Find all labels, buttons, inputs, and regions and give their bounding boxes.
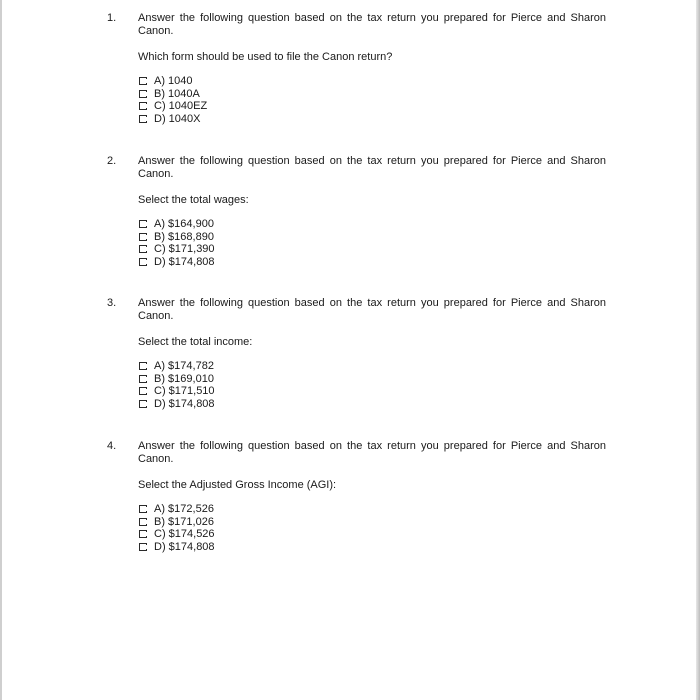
option-label: D) $174,808 [154,397,215,410]
question-number: 2. [107,155,117,167]
page-edge-left [0,0,2,700]
option-label: C) 1040EZ [154,100,208,113]
checkbox-icon[interactable] [139,90,147,98]
checkbox-icon[interactable] [139,400,147,408]
answer-option-d[interactable] [138,256,215,269]
question-number: 3. [107,297,117,309]
checkbox-icon[interactable] [139,518,147,526]
checkbox-icon[interactable] [139,115,147,123]
question-prompt: Select the total wages: [138,194,249,206]
answer-option-a[interactable] [138,218,215,231]
answer-options [138,503,215,553]
answer-option-c[interactable] [138,528,215,541]
option-label: D) 1040X [154,112,201,125]
checkbox-icon[interactable] [139,505,147,513]
question-text: Answer the following question based on the tax return you prepared for Pierce and Sharon Canon. [138,155,606,180]
checkbox-icon[interactable] [139,258,147,266]
question-text: Answer the following question based on the tax return you prepared for Pierce and Sharon Canon. [138,12,606,37]
answer-option-a[interactable] [138,75,207,88]
checkbox-icon[interactable] [139,543,147,551]
option-label: D) $174,808 [154,540,215,553]
answer-option-b[interactable] [138,516,215,529]
answer-options [138,218,215,268]
checkbox-icon[interactable] [139,102,147,110]
option-label: A) $164,900 [154,218,214,231]
answer-option-c[interactable] [138,243,215,256]
checkbox-icon[interactable] [139,77,147,85]
checkbox-icon[interactable] [139,387,147,395]
question-prompt: Select the Adjusted Gross Income (AGI): [138,479,337,491]
question-prompt: Which form should be used to file the Canon return? [138,51,393,63]
question-text: Answer the following question based on the tax return you prepared for Pierce and Sharon Canon. [138,297,606,322]
answer-option-d[interactable] [138,113,207,126]
page-edge-right [696,0,700,700]
option-label: D) $174,808 [154,255,215,268]
option-label: A) $174,782 [154,360,214,373]
option-label: B) $171,026 [154,515,214,528]
question-prompt: Select the total income: [138,336,253,348]
answer-option-c[interactable] [138,385,215,398]
answer-option-a[interactable] [138,503,215,516]
checkbox-icon[interactable] [139,375,147,383]
answer-option-b[interactable] [138,373,215,386]
option-label: B) $169,010 [154,372,214,385]
checkbox-icon[interactable] [139,245,147,253]
question-text: Answer the following question based on the tax return you prepared for Pierce and Sharon Canon. [138,440,606,465]
question-number: 4. [107,440,117,452]
option-label: A) $172,526 [154,503,214,516]
answer-options [138,75,207,125]
option-label: C) $171,510 [154,385,215,398]
answer-options [138,360,215,410]
option-label: B) 1040A [154,87,200,100]
answer-option-c[interactable] [138,100,207,113]
option-label: B) $168,890 [154,230,214,243]
option-label: C) $171,390 [154,243,215,256]
option-label: A) 1040 [154,75,193,88]
option-label: C) $174,526 [154,528,215,541]
answer-option-d[interactable] [138,398,215,411]
checkbox-icon[interactable] [139,362,147,370]
checkbox-icon[interactable] [139,233,147,241]
answer-option-d[interactable] [138,541,215,554]
answer-option-b[interactable] [138,231,215,244]
checkbox-icon[interactable] [139,530,147,538]
answer-option-a[interactable] [138,360,215,373]
answer-option-b[interactable] [138,88,207,101]
question-number: 1. [107,12,117,24]
checkbox-icon[interactable] [139,220,147,228]
